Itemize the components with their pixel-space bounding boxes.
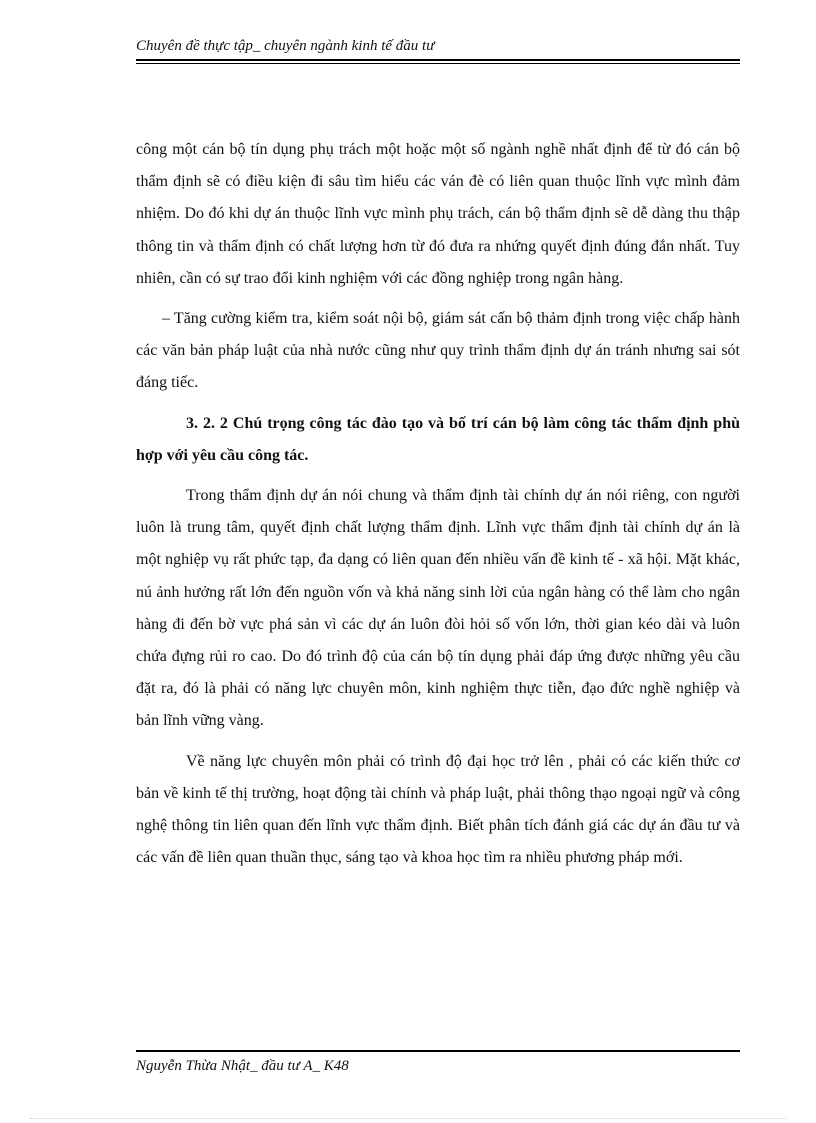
body-paragraph-1: Trong thẩm định dự án nói chung và thẩm định tài chính dự án nói riêng, con người luôn là trung tâm, quyết định chất lượng thẩm định. Lĩnh vực thẩm định tài chính dự án là một nghiệp vụ rất phức tạp, đa dạng có liên quan đến nhiều vấn đề kinh tế - xã hội. Mặt khác, nú ảnh hưởng rất lớn đến nguồn vốn và khả năng sinh lời của ngân hàng có thể làm cho ngân hàng đi đến bờ vực phá sản vì các dự án luôn đòi hỏi số vốn lớn, thời gian kéo dài và luôn chứa đựng rủi ro cao. Do đó trình độ của cán bộ tín dụng phải đáp ứng được những yêu cầu đặt ra, đó là phải có năng lực chuyên môn, kinh nghiệm thực tiễn, đạo đức nghề nghiệp và bản lĩnh vững vàng. [136,487,740,730]
dash-list-item [136,303,740,400]
section-heading: 3. 2. 2 Chú trọng công tác đào tạo và bố trí cán bộ làm công tác thẩm định phù hợp với yêu cầu công tác. [136,414,740,464]
dash-list-item-text: – Tăng cường kiểm tra, kiểm soát nội bộ, giám sát cấn bộ thảm định trong việc chấp hành các văn bản pháp luật của nhà nước cũng như quy trình thẩm định dự án tránh nhưng sai sót đáng tiếc. [136,310,740,392]
footer-author: Nguyễn Thừa Nhật_ đầu tư A_ K48 [136,1058,349,1074]
header-rule-thick [136,59,740,61]
continuation-paragraph: công một cán bộ tín dụng phụ trách một hoặc một số ngành nghề nhất định để từ đó cán bộ thẩm định sẽ có điều kiện đi sâu tìm hiểu các ván đè có liên quan thuộc lĩnh vực mình đảm nhiệm. Do đó khi dự án thuộc lĩnh vực mình phụ trách, cán bộ thẩm định sẽ dễ dàng thu thập thông tin và thẩm định có chất lượng hơn từ đó đưa ra nhứng quyết định đúng đắn nhất. Tuy nhiên, cần có sự trao đổi kinh nghiệm với các đồng nghiệp trong ngân hàng. [136,141,740,287]
page-header [136,36,740,64]
header-title: Chuyên đề thực tập_ chuyên ngành kinh tế đầu tư [136,38,435,54]
body-paragraph-2: Về năng lực chuyên môn phải có trình độ đại học trở lên , phải có các kiến thức cơ bản về kinh tế thị trường, hoạt động tài chính và pháp luật, phải thông thạo ngoại ngữ và công nghệ thông tin liên quan đến lĩnh vực thẩm định. Biết phân tích đánh giá các dự án đầu tư và các vấn đề liên quan thuần thục, sáng tạo và khoa học tìm ra nhiều phương pháp mới. [136,752,740,867]
header-rule-thin [136,63,740,64]
document-body [136,134,740,882]
footer-rule [136,1050,740,1052]
page-footer [136,1050,740,1076]
page-bottom-dotted-line [30,1118,786,1119]
